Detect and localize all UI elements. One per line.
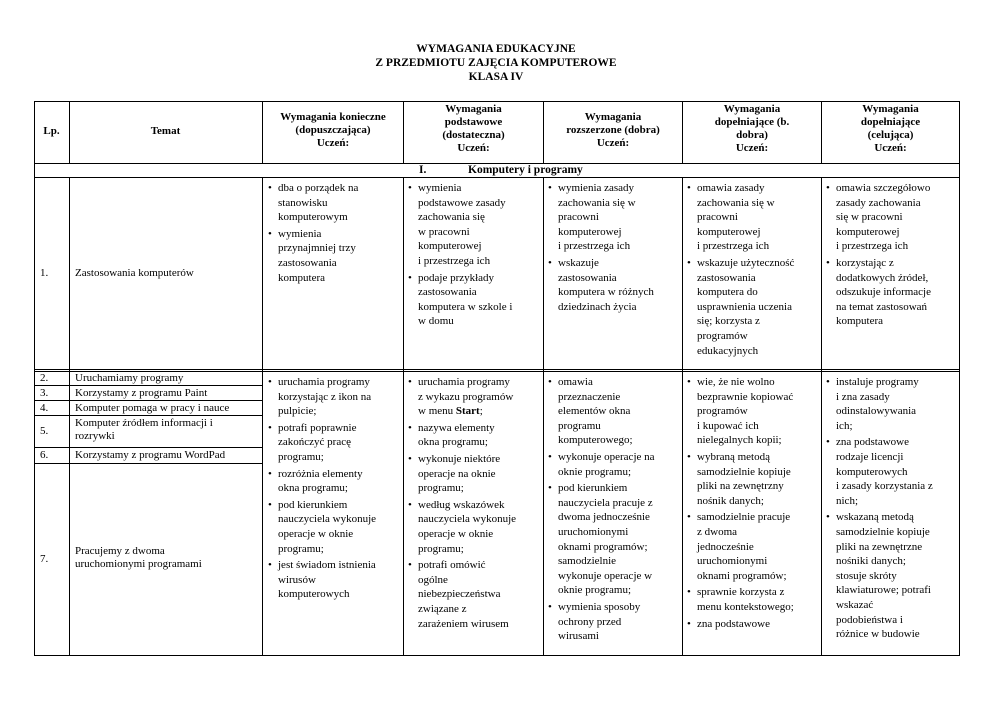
col-divider-4	[682, 177, 683, 655]
group2-podstawowe-item: • według wskazówek nauczyciela wykonuje operacje w oknie programu;	[407, 498, 541, 556]
row7-topic: Pracujemy z dwoma uruchomionymi programami	[75, 545, 202, 570]
group2-konieczne-item: • jest świadom istnienia wirusów komputerowych	[267, 558, 401, 602]
group2-konieczne	[267, 375, 401, 604]
group2-podstawowe-item: • potrafi omówić ogólne niebezpieczeństwa związane z zarażeniem wirusem	[407, 558, 541, 631]
section-title: Komputery i programy	[468, 164, 583, 176]
row1-dopelniajace-c-item: • korzystając z dodatkowych źródeł, odszukuje informacje na temat zastosowań komputera	[825, 256, 959, 329]
row1-podstawowe-item: • podaje przykłady zastosowania komputera w szkole i w domu	[407, 271, 541, 329]
header-dopelniajace-b: Wymagania dopełniające (b. dobra) Uczeń:	[714, 103, 790, 154]
requirements-table	[34, 101, 960, 656]
group2-podstawowe	[407, 375, 541, 633]
row1-rozszerzone-item: • wskazuje zastosowania komputera w różnych dziedzinach życia	[547, 256, 681, 314]
header-temat: Temat	[150, 125, 181, 137]
col-divider-5	[821, 177, 822, 655]
group2-konieczne-item: • uruchamia programy korzystając z ikon na pulpicie;	[267, 375, 401, 419]
group2-dopelniajace-b-item: • sprawnie korzysta z menu kontekstowego;	[686, 585, 820, 614]
table-border-left	[34, 101, 35, 655]
row1-lp: 1.	[40, 267, 49, 279]
document-title	[0, 42, 992, 84]
group2-konieczne-item: • potrafi poprawnie zakończyć pracę programu;	[267, 421, 401, 465]
row1-podstawowe	[407, 181, 541, 331]
row1-konieczne-item: • dba o porządek na stanowisku komputerowym	[267, 181, 401, 225]
group2-konieczne-item: • rozróżnia elementy okna programu;	[267, 467, 401, 496]
group2-dopelniajace-c-item: • zna podstawowe rodzaje licencji komputerowych i zasady korzystania z nich;	[825, 435, 959, 508]
col-divider-2	[403, 177, 404, 655]
row1-dopelniajace-b-item: • wskazuje użyteczność zastosowania komputera do usprawnienia uczenia się; korzysta z programów edukacyjnych	[686, 256, 820, 358]
group2-podstawowe-item: • nazywa elementy okna programu;	[407, 421, 541, 450]
row4-lp: 4.	[40, 402, 49, 414]
row5-topic: Komputer źródłem informacji i rozrywki	[75, 417, 213, 442]
col-divider-temat	[262, 177, 263, 655]
header-dopelniajace-c: Wymagania dopełniające (celująca) Uczeń:	[860, 103, 921, 154]
col-divider-lp	[69, 177, 70, 655]
start-menu-label: Start	[455, 405, 480, 418]
row1-dopelniajace-b-item: • omawia zasady zachowania się w pracowni komputerowej i przestrzega ich	[686, 181, 820, 254]
row3-topic: Korzystamy z programu Paint	[75, 387, 208, 399]
group2-rozszerzone-item: • omawia przeznaczenie elementów okna programu komputerowego;	[547, 375, 681, 448]
row1-dopelniajace-c-item: • omawia szczegółowo zasady zachowania się w pracowni komputerowej i przestrzega ich	[825, 181, 959, 254]
group2-dopelniajace-b-item: • wie, że nie wolno bezprawnie kopiować programów i kupować ich nielegalnych kopii;	[686, 375, 820, 448]
row1-konieczne	[267, 181, 401, 287]
group2-rozszerzone-item: • wymienia sposoby ochrony przed wirusami	[547, 600, 681, 644]
table-border-bottom	[34, 655, 960, 656]
header-konieczne: Wymagania konieczne (dopuszczająca) Uczeń:	[280, 111, 386, 149]
group2-dopelniajace-c-item: • instaluje programy i zna zasady odinstalowywania ich;	[825, 375, 959, 433]
row7-lp: 7.	[40, 553, 49, 565]
group2-rozszerzone-item: • wykonuje operacje na oknie programu;	[547, 450, 681, 479]
col-divider-3	[543, 177, 544, 655]
row5-lp: 5.	[40, 425, 49, 437]
table-border-right	[959, 101, 960, 655]
group2-konieczne-item: • pod kierunkiem nauczyciela wykonuje operacje w oknie programu;	[267, 498, 401, 556]
row1-rozszerzone	[547, 181, 681, 316]
row6-lp: 6.	[40, 449, 49, 461]
row1-dopelniajace-c	[825, 181, 959, 331]
row1-topic: Zastosowania komputerów	[75, 267, 194, 279]
row4-topic: Komputer pomaga w pracy i nauce	[75, 402, 230, 414]
group2-podstawowe-item-start	[407, 375, 541, 419]
group2-podstawowe-text: uruchamia programy z wykazu programów w menu	[418, 376, 514, 418]
group2-podstawowe-punct: ;	[479, 405, 483, 418]
group2-dopelniajace-c-item: • wskazaną metodą samodzielnie kopiuje pliki na zewnętrzne nośniki danych; stosuje skróty klawiaturowe; potrafi wskazać podobieństwa i różnice w budowie	[825, 510, 959, 641]
group2-dopelniajace-b-item: • zna podstawowe	[686, 617, 820, 632]
group2-rozszerzone-item: • pod kierunkiem nauczyciela pracuje z dwoma jednocześnie uruchomionymi oknami programów; samodzielnie wykonuje operacje w oknie programu;	[547, 481, 681, 598]
row1-dopelniajace-b	[686, 181, 820, 360]
row3-lp: 3.	[40, 387, 49, 399]
section-number: I.	[419, 164, 427, 176]
header-rozszerzone: Wymagania rozszerzone (dobra) Uczeń:	[566, 111, 660, 149]
header-podstawowe: Wymagania podstawowe (dostateczna) Uczeń:	[442, 103, 505, 154]
row6-topic: Korzystamy z programu WordPad	[75, 449, 226, 461]
title-line-2: Z PRZEDMIOTU ZAJĘCIA KOMPUTEROWE	[375, 57, 617, 69]
row1-podstawowe-item: • wymienia podstawowe zasady zachowania się w pracowni komputerowej i przestrzega ich	[407, 181, 541, 269]
group2-podstawowe-item: • wykonuje niektóre operacje na oknie programu;	[407, 452, 541, 496]
group2-dopelniajace-b-item: • wybraną metodą samodzielnie kopiuje pliki na zewnętrzny nośnik danych;	[686, 450, 820, 508]
group2-dopelniajace-b	[686, 375, 820, 633]
row2-lp: 2.	[40, 372, 49, 384]
title-line-1: WYMAGANIA EDUKACYJNE	[416, 43, 576, 55]
group2-rozszerzone	[547, 375, 681, 646]
title-line-3: KLASA IV	[468, 71, 524, 83]
group2-dopelniajace-c	[825, 375, 959, 644]
group2-dopelniajace-b-item: • samodzielnie pracuje z dwoma jednocześnie uruchomionymi oknami programów;	[686, 510, 820, 583]
row1-konieczne-item: • wymienia przynajmniej trzy zastosowania komputera	[267, 227, 401, 285]
row2-topic: Uruchamiamy programy	[75, 372, 184, 384]
header-lp: Lp.	[43, 125, 60, 137]
row1-rozszerzone-item: • wymienia zasady zachowania się w pracowni komputerowej i przestrzega ich	[547, 181, 681, 254]
